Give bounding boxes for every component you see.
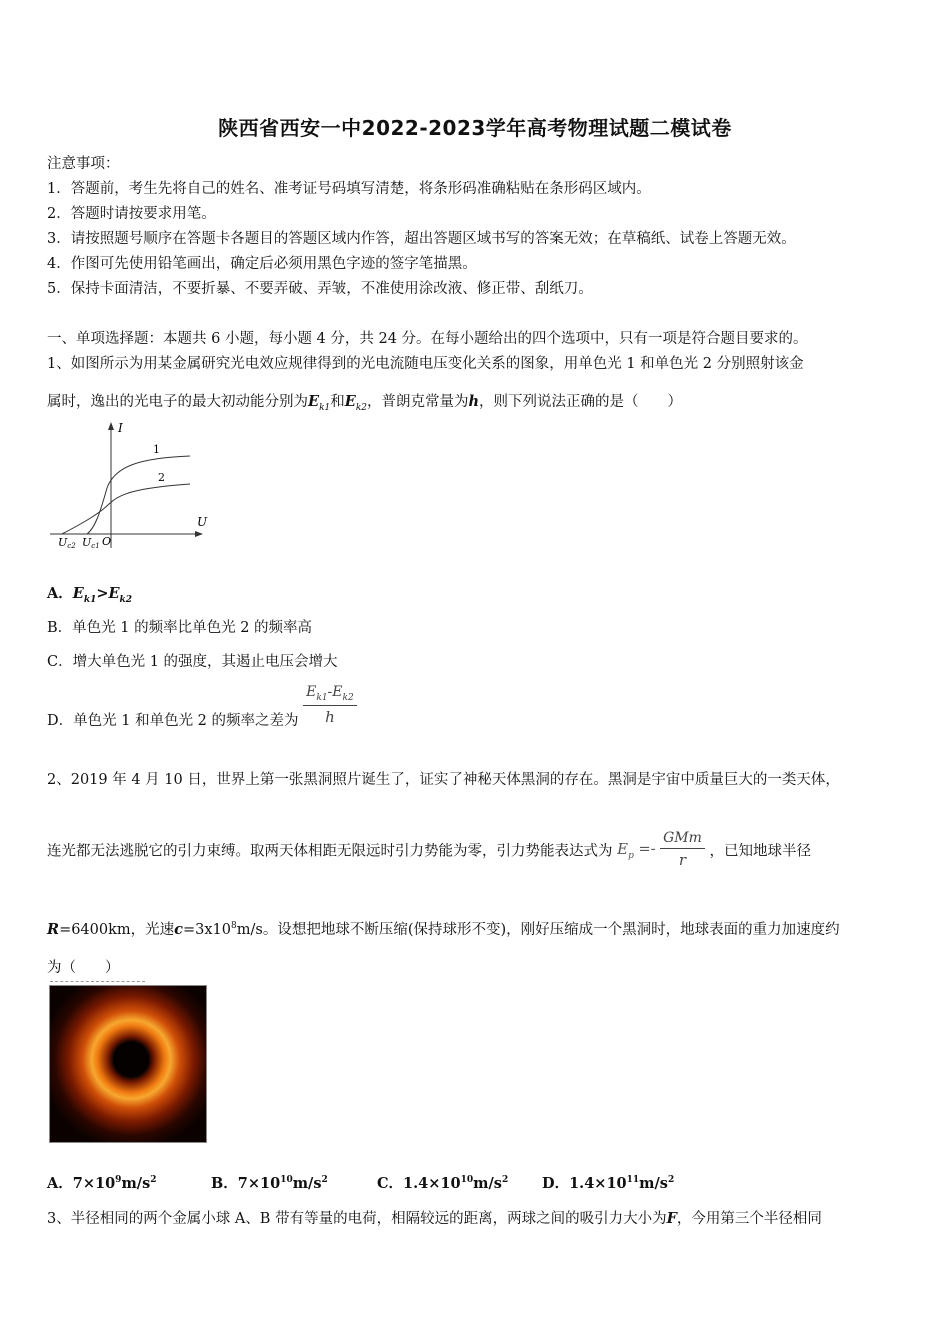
curve-1-label: 1: [153, 443, 160, 456]
q2-option-d: D．$1.4\times 10^{11}m/s^2$: [542, 1175, 675, 1192]
photoelectric-graph: [45, 418, 215, 553]
q2-stem-line4: 为（ ）: [47, 960, 120, 976]
uc2-label: Uc2: [58, 536, 76, 550]
curve-2-label: 2: [158, 471, 165, 484]
axis-i-label: I: [118, 421, 123, 435]
axis-u-label: U: [197, 515, 208, 529]
q1-option-c: C．增大单色光 1 的强度，其遏止电压会增大: [47, 654, 338, 670]
notice-item: 5．保持卡面清洁，不要折暴、不要弄破、弄皱，不准使用涂改液、修正带、刮纸刀。: [47, 281, 593, 297]
ep-symbol: $E_p$: [617, 839, 634, 861]
q1-option-b: B．单色光 1 的频率比单色光 2 的频率高: [47, 620, 313, 636]
q2-option-a: A．$7\times 10^9m/s^2$: [47, 1175, 157, 1192]
origin-label: O: [102, 535, 112, 548]
q2-option-b: B．$7\times 10^{10}m/s^2$: [211, 1175, 328, 1192]
q2-stem-line2: 连光都无法逃脱它的引力束缚。取两天体相距无限远时引力势能为零，引力势能表达式为 $E_p$ =- $\frac{\text{GMm}}{r}$ ，已知地球半径: [47, 830, 812, 869]
uc1-label: Uc1: [82, 536, 100, 550]
q1-stem-line2: 属时，逸出的光电子的最大初动能分别为$E_{k1}$和$E_{k2}$，普朗克常量为h，则下列说法正确的是（ ）: [47, 393, 683, 413]
notice-item: 1．答题前，考生先将自己的姓名、准考证号码填写清楚，将条形码准确粘贴在条形码区域内。: [47, 181, 651, 197]
q2-stem-line1: 2、2019 年 4 月 10 日，世界上第一张黑洞照片诞生了，证实了神秘天体黑洞的存在。黑洞是宇宙中质量巨大的一类天体，: [47, 772, 840, 788]
q1-stem-line1: 1、如图所示为用某金属研究光电效应规律得到的光电流随电压变化关系的图象，用单色光 1 和单色光 2 分别照射该金: [47, 356, 804, 372]
q1-option-a: A．$E_{k1}>E_{k2}$: [47, 585, 133, 605]
notice-heading: 注意事项：: [47, 156, 120, 172]
notice-item: 3．请按照题号顺序在答题卡各题目的答题区域内作答，超出答题区域书写的答案无效；在草稿纸、试卷上答题无效。: [47, 231, 796, 247]
q1-option-d: D．单色光 1 和单色光 2 的频率之差为 $\frac{E_{k1}-E_{k2}}{h}$: [47, 684, 357, 730]
frequency-difference-fraction: $\frac{E_{k1}-E_{k2}}{h}$: [303, 684, 357, 726]
notice-item: 2．答题时请按要求用笔。: [47, 206, 216, 222]
notice-item: 4．作图可先使用铅笔画出，确定后必须用黑色字迹的签字笔描黑。: [47, 256, 477, 272]
page-title: 陕西省西安一中2022-2023学年高考物理试题二模试卷: [218, 116, 732, 140]
q2-stem-line3: R=6400km，光速$c=3x10^8m/s$。设想把地球不断压缩(保持球形不变)，刚好压缩成一个黑洞时，地球表面的重力加速度约: [47, 921, 840, 938]
section-heading: 一、单项选择题：本题共 6 小题，每小题 4 分，共 24 分。在每小题给出的四个选项中，只有一项是符合题目要求的。: [47, 331, 808, 347]
q3-stem-line1: 3、半径相同的两个金属小球 A、B 带有等量的电荷，相隔较远的距离，两球之间的吸引力大小为F，今用第三个半径相同: [47, 1210, 822, 1227]
q2-option-c: C．$1.4\times 10^{10}m/s^2$: [377, 1175, 509, 1192]
potential-energy-fraction: $\frac{\text{GMm}}{r}$: [660, 830, 705, 869]
black-hole-image: [49, 985, 207, 1143]
